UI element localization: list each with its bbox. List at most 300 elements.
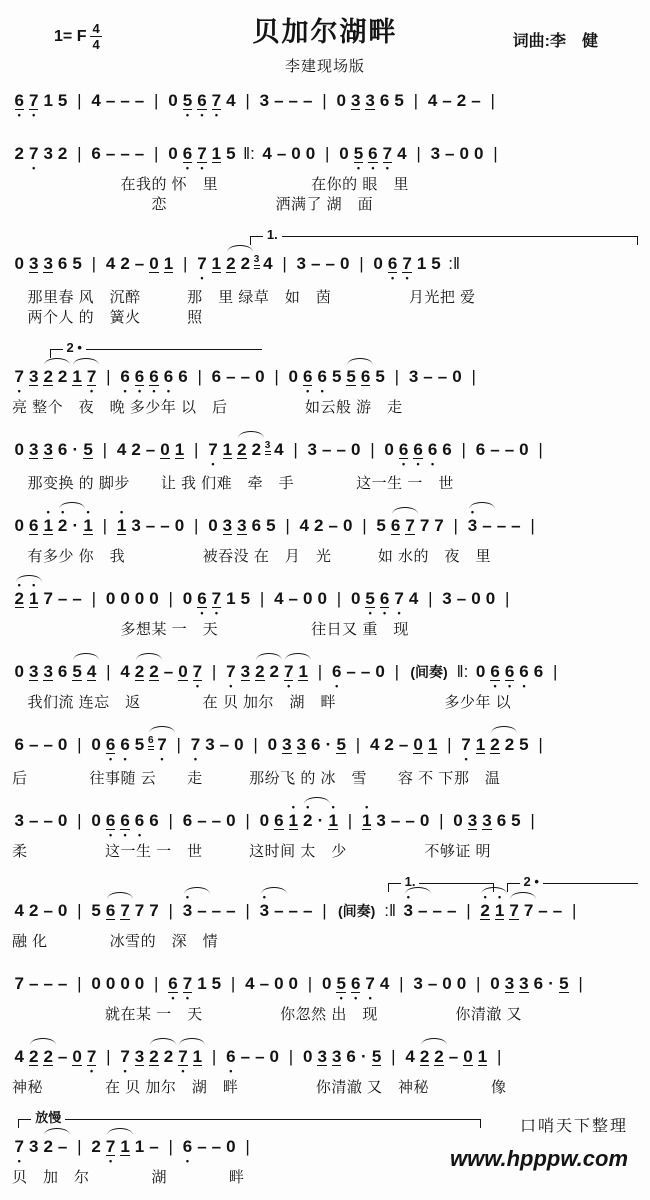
note: 1 [477,1047,488,1066]
note: 5 [57,91,68,110]
barline: | [572,901,577,920]
note: 6 [91,144,101,163]
lyric-line: 融 化 冰雪的 深 情 [12,933,219,950]
note: 6 • [317,368,326,385]
note: 0 [234,735,244,754]
note: 7 • [29,92,38,110]
barline: | [282,254,287,273]
note: 0 [485,589,496,608]
dash-sustain: – [398,735,409,754]
note: 3 [331,1047,342,1066]
note: 6 [496,811,507,830]
note: 3 [43,662,53,681]
note: 3 [28,367,39,386]
note: 6 [57,440,68,459]
slur-arc [421,1038,447,1045]
note: 4 [91,91,101,110]
note: 2 [131,440,141,459]
note: 0 [267,735,278,754]
note: 0 [463,1047,473,1066]
note: 7 • [193,663,202,681]
note: 3 [430,144,441,163]
grace-note: 6 [148,736,154,750]
note: 3 [504,974,515,993]
note: 6 • [197,92,206,110]
lyric-line: 我们流 连忘 返 在 贝 加尔 湖 畔 多少年 以 [12,694,512,711]
repeat-start-barline: ‖: [243,144,255,163]
dash-sustain: – [471,91,481,110]
note: 3 [240,662,251,681]
dash-sustain: – [276,144,287,163]
note: 5 • [336,975,345,993]
note: 6 [274,811,284,830]
note: 3 [237,516,247,535]
volta-bracket [388,874,494,892]
arranger-credit: 口哨天下整理 [519,1118,628,1135]
note: 7 [419,516,430,535]
note: 6 • [120,368,129,385]
note: 4 [379,974,390,993]
dash-sustain: – [496,516,507,535]
barline: | [168,589,173,608]
dash-sustain: – [197,901,207,920]
volta-label: 1. [263,228,282,241]
dash-sustain: – [346,662,356,681]
note: 5 [240,589,251,608]
barline: | [447,735,452,754]
note: 7 • [157,736,166,753]
repeat-end-barline: :‖ [384,901,397,920]
note: 0 [288,974,298,993]
note: 3 [28,440,39,459]
dash-sustain: – [145,440,156,459]
note: 6 [475,440,486,459]
dash-sustain: – [274,91,284,110]
note: 6 • [168,975,177,993]
note: 0 [322,974,332,993]
dash-sustain: – [511,516,521,535]
dash-sustain: – [57,974,68,993]
note: 3 [205,735,215,754]
note: 3 [442,589,452,608]
barline: | [168,1137,173,1156]
note: 2 [14,144,24,163]
note: 4 [120,662,130,681]
note: 0 [105,974,116,993]
note: 3 [131,516,141,535]
note: 2 [43,368,52,386]
note: 7 • [197,255,206,272]
note: 0 [339,144,349,163]
note: 7 [509,902,518,920]
slur-arc [238,431,264,438]
note: 0 [259,811,270,830]
barline: | [230,974,236,993]
note: 3 [43,144,53,163]
note: 3 [28,254,39,273]
note: 2 [135,663,144,681]
augmentation-dot: · [548,974,554,993]
note: 3 [317,1047,327,1066]
barline: | [245,91,250,110]
note: 6 • [149,368,158,386]
note: 3 [134,1047,145,1066]
dash-sustain: – [427,974,438,993]
note: 5 [346,368,355,386]
music-system [12,507,638,567]
dash-sustain: – [325,254,335,273]
note: 7 [434,516,444,535]
music-system [12,228,638,328]
note: 5 [72,254,82,273]
note: 1 [72,368,81,386]
note: 4 [262,144,272,163]
dash-sustain: – [423,367,433,386]
dash-sustain: – [490,440,500,459]
note: 3 [43,254,53,273]
slur-arc [510,892,536,899]
note: • 2 [303,812,312,829]
dash-sustain: – [482,516,492,535]
barline: | [77,811,82,830]
note: 7 • [284,663,293,681]
barline: | [416,144,421,163]
note: 4 [226,91,236,110]
volta-label: 放慢 [31,1111,65,1124]
note: 5 [336,735,346,754]
dash-sustain: – [211,811,222,830]
note: 7 • [208,441,217,458]
note: 0 [350,589,361,608]
barline: | [245,811,250,830]
note: 7 • [178,1048,187,1066]
note: 0 [105,589,116,608]
note: 5 • [183,92,192,110]
note: 3 [519,974,529,993]
music-system [12,1038,638,1098]
song-subtitle: 李建现场版 [284,58,365,75]
note: • 1 [362,812,371,830]
barline: | [336,589,342,608]
note: 0 [120,589,130,608]
note: • 1 [289,812,298,830]
note: 7 [43,589,53,608]
slur-arc [304,797,330,804]
note: 0 [149,589,159,608]
barline: | [245,901,250,920]
barline: | [197,367,202,386]
note: 0 [452,367,462,386]
volta-bracket [18,1110,481,1128]
note: 5 • [365,590,374,608]
barline: | [154,974,159,993]
key-label: 1= F [54,27,87,45]
note: 5 [83,440,93,459]
note: 0 [475,662,486,681]
slur-arc [59,502,85,509]
barline: | [322,91,327,110]
note: 3 [14,811,24,830]
note: 4 [369,735,380,754]
note: 2 [149,1048,158,1066]
dash-sustain: – [456,589,467,608]
barline: | [453,516,458,535]
dash-sustain: – [405,811,415,830]
note: 6 [391,517,400,535]
notes-row [12,965,638,1005]
note: 0 [471,589,481,608]
barline: | [461,440,466,459]
note: • 1 [117,517,126,535]
music-system [12,802,638,862]
note: 3 [467,811,478,830]
note: 4 [263,254,273,273]
note: 6 • [351,975,360,993]
dash-sustain: – [274,901,284,920]
note: 1 [163,254,174,273]
notes-row [12,580,638,620]
note: 6 [533,974,544,993]
notes-row [12,507,638,547]
note: 5 [371,1047,382,1066]
note: 1 [211,144,222,163]
note: 7 • [87,1048,96,1066]
note: 6 • [428,441,437,458]
barline: | [77,735,82,754]
note: 2 [504,735,515,754]
barline: | [106,367,111,386]
dash-sustain: – [105,144,116,163]
note: 7 • [365,975,374,992]
barline: | [362,516,367,535]
note: 7 • [191,736,200,753]
note: • 2 [15,590,24,608]
slur-arc [136,653,162,660]
notes-row [12,892,638,932]
note: 6 • [135,812,144,829]
note: 0 [373,254,383,273]
note: 3 [296,735,306,754]
dash-sustain: – [163,662,174,681]
slur-arc [44,358,70,365]
repeat-end-barline: :‖ [448,254,460,273]
barline: | [77,901,82,920]
lyric-line: 那里春 风 沉醉 那 里 绿草 如 茵 月光把 爱 [12,289,476,306]
barline: | [439,811,444,830]
dash-sustain: – [538,901,548,920]
dash-sustain: – [446,901,457,920]
music-system [12,580,638,640]
barline: | [182,254,188,273]
dash-sustain: – [288,901,298,920]
augmentation-dot: · [72,516,79,535]
note: 2 [237,441,246,459]
lyric-line: 贝 加 尔 湖 畔 [12,1169,245,1186]
lyric-line: 亮 整个 夜 晚 多少年 以 后 如云般 游 走 [12,399,403,416]
barline: | [347,811,353,830]
note: 0 [303,589,313,608]
note: 6 • [135,368,144,386]
note: 0 [317,589,327,608]
note: 1 [43,91,53,110]
slur-arc [16,575,42,582]
note: 5 [431,254,441,273]
slur-arc [73,653,99,660]
note: 2 [43,1047,53,1066]
barline: | [359,254,364,273]
note: 0 [288,367,298,386]
note: 1 [298,662,308,681]
music-system [12,965,638,1025]
note: 7 • [197,145,206,163]
note: 0 [456,974,467,993]
dash-sustain: – [120,144,130,163]
barline: | [538,735,543,754]
slur-arc [149,726,175,733]
note: 4 [14,1047,24,1066]
note: 5 [226,144,236,163]
note: 4 [105,254,116,273]
note: 1 [174,440,185,459]
dash-sustain: – [226,901,236,920]
dash-sustain: – [57,1137,68,1156]
dash-sustain: – [211,1137,222,1156]
slur-arc [392,507,418,514]
note: 0 [14,440,24,459]
note: 0 [57,901,68,920]
note: 6 • [15,92,24,110]
note: 7 • [394,590,403,607]
note: 6 • [368,145,377,163]
note: • 1 [83,517,92,535]
dash-sustain: – [432,901,442,920]
volta-bracket [250,227,638,245]
note: 0 [419,811,430,830]
note: 6 [311,735,321,754]
note: 7 • [226,663,235,680]
note: 0 [14,516,24,535]
note: 0 [459,144,469,163]
dash-sustain: – [211,901,222,920]
note: 4 [299,516,309,535]
dash-sustain: – [72,589,82,608]
note: 5 [376,516,386,535]
note: 7 • [383,145,392,163]
slur-arc [285,653,311,660]
note: 3 [222,516,233,535]
volta-label: 1. [401,875,420,888]
barline: | [176,735,181,754]
note: 3 [482,811,492,830]
note: 4 [245,974,255,993]
barline: | [154,91,159,110]
dash-sustain: – [303,91,313,110]
note: 4 [14,901,24,920]
note: 0 [384,440,394,459]
barline: | [293,440,298,459]
note: 7 • [15,1138,24,1155]
note: 6 [442,440,452,459]
dash-sustain: – [57,589,68,608]
lyric-line: 多想某 一 天 往日又 重 现 [12,621,409,638]
note: 6 • [380,590,389,608]
note: 5 [72,663,81,681]
note: 7 • [120,1048,129,1065]
time-signature-denominator: 4 [92,37,100,52]
note: 4 [116,440,127,459]
dash-sustain: – [360,662,371,681]
barline: | [285,516,290,535]
note: 0 [149,254,159,273]
dash-sustain: – [328,516,338,535]
note: • 3 [468,517,477,534]
dash-sustain: – [28,735,39,754]
note: 3 [282,735,292,754]
note: 6 [533,662,544,681]
dash-sustain: – [240,367,251,386]
note: 0 [336,91,346,110]
note: 6 [211,367,222,386]
music-system [12,82,638,122]
note: 6 • [413,441,422,459]
note: 0 [490,974,500,993]
dash-sustain: – [219,735,230,754]
dash-sustain: – [418,901,428,920]
barline: | [504,589,510,608]
note: 0 [14,662,24,681]
note: 5 [511,811,521,830]
barline: | [325,144,330,163]
music-system [12,726,638,789]
slur-arc [491,726,517,733]
note: 5 [559,974,569,993]
barline: | [168,811,173,830]
notes-row [12,358,638,398]
dash-sustain: – [43,735,53,754]
barline: | [399,974,404,993]
grace-note: 3 [254,255,260,269]
note: 7 • [212,590,221,608]
barline: | [394,662,400,681]
note: 7 [134,901,145,920]
note: 2 [29,1048,38,1066]
note: 4 [408,589,419,608]
note: 2 [43,1138,52,1155]
note: 2 [163,1047,174,1066]
note: 0 [305,144,316,163]
song-title: 贝加尔湖畔 [252,17,398,47]
note: 6 [106,902,115,920]
barline: | [394,367,400,386]
dash-sustain: – [288,91,298,110]
dash-sustain: – [197,1137,207,1156]
note: 6 [360,367,371,386]
note: 3 [350,91,361,110]
note: 4 [274,440,284,459]
dash-sustain: – [437,367,448,386]
note: 3 [408,367,419,386]
note: 2 [420,1048,429,1066]
music-system [12,135,638,215]
slur-arc [347,358,373,365]
barline: | [370,440,375,459]
dash-sustain: – [28,974,39,993]
barline: | [490,91,495,110]
note: 0 [134,974,145,993]
note: 6 • [106,736,115,754]
note: 6 • [332,663,341,680]
barline: | [259,589,265,608]
